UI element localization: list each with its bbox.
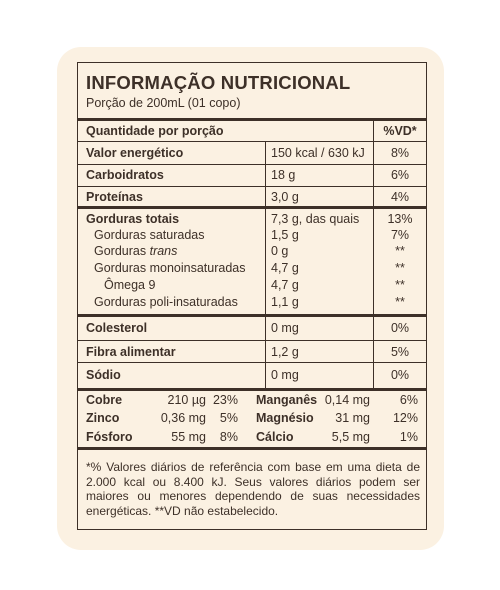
poly-fat-amount: 1,1 g	[271, 295, 299, 309]
trans-fat-italic: trans	[149, 244, 178, 258]
magnesium-amount: 31 mg	[335, 411, 370, 425]
poly-fat-vd: **	[395, 295, 405, 309]
mono-fat-vd: **	[395, 261, 405, 275]
nutrition-facts-table	[77, 62, 427, 530]
protein-vd: 4%	[390, 190, 410, 204]
sodium-label: Sódio	[86, 368, 121, 382]
saturated-fat-amount: 1,5 g	[271, 228, 299, 242]
saturated-fat-label: Gorduras saturadas	[94, 228, 205, 242]
fiber-vd: 5%	[390, 345, 410, 359]
trans-fat-prefix: Gorduras	[94, 244, 150, 258]
energy-label: Valor energético	[86, 146, 184, 160]
total-fat-label: Gorduras totais	[86, 212, 180, 226]
protein-amount: 3,0 g	[271, 190, 299, 204]
mono-fat-amount: 4,7 g	[271, 261, 299, 275]
calcium-label: Cálcio	[256, 430, 294, 444]
fiber-amount: 1,2 g	[271, 345, 299, 359]
header-vd: %VD*	[383, 124, 417, 138]
magnesium-vd: 12%	[392, 411, 418, 425]
carbs-amount: 18 g	[271, 168, 296, 182]
omega9-vd: **	[395, 278, 405, 292]
divider-thick	[78, 447, 426, 450]
omega9-amount: 4,7 g	[271, 278, 299, 292]
poly-fat-label: Gorduras poli-insaturadas	[94, 295, 238, 309]
energy-amount: 150 kcal / 630 kJ	[271, 146, 365, 160]
header-quantity: Quantidade por porção	[86, 124, 224, 138]
total-fat-vd: 13%	[387, 212, 413, 226]
carbs-label: Carboidratos	[86, 168, 164, 182]
carbs-vd: 6%	[390, 168, 410, 182]
divider-thick	[78, 388, 426, 391]
total-fat-amount: 7,3 g, das quais	[271, 212, 360, 226]
omega9-label: Ômega 9	[104, 278, 156, 292]
energy-vd: 8%	[390, 146, 410, 160]
calcium-amount: 5,5 mg	[331, 430, 370, 444]
cholesterol-vd: 0%	[390, 321, 410, 335]
manganese-label: Manganês	[256, 393, 318, 407]
phosphorus-label: Fósforo	[86, 430, 133, 444]
phosphorus-amount: 55 mg	[171, 430, 206, 444]
zinc-amount: 0,36 mg	[160, 411, 206, 425]
column-divider-amount	[265, 142, 266, 388]
footnote: *% Valores diários de referência com base em uma dieta de 2.000 kcal ou 8.400 kJ. Seus valores diários podem ser maiores ou menores dependendo de suas necessidades energéticas. **VD não estabelecido.	[86, 460, 420, 518]
zinc-label: Zinco	[86, 411, 120, 425]
zinc-vd: 5%	[219, 411, 238, 425]
phosphorus-vd: 8%	[219, 430, 238, 444]
trans-fat-label	[94, 244, 177, 259]
fiber-label: Fibra alimentar	[86, 345, 176, 359]
cholesterol-amount: 0 mg	[271, 321, 299, 335]
cholesterol-label: Colesterol	[86, 321, 148, 335]
manganese-amount: 0,14 mg	[324, 393, 370, 407]
saturated-fat-vd: 7%	[390, 228, 410, 242]
protein-label: Proteínas	[86, 190, 143, 204]
sodium-amount: 0 mg	[271, 368, 299, 382]
calcium-vd: 1%	[399, 430, 418, 444]
nutrition-title: INFORMAÇÃO NUTRICIONAL	[86, 72, 351, 93]
copper-vd: 23%	[212, 393, 238, 407]
manganese-vd: 6%	[399, 393, 418, 407]
trans-fat-vd: **	[395, 244, 405, 258]
trans-fat-amount: 0 g	[271, 244, 289, 258]
mono-fat-label: Gorduras monoinsaturadas	[94, 261, 246, 275]
copper-label: Cobre	[86, 393, 123, 407]
magnesium-label: Magnésio	[256, 411, 314, 425]
serving-size: Porção de 200mL (01 copo)	[86, 96, 241, 110]
copper-amount: 210 µg	[167, 393, 206, 407]
sodium-vd: 0%	[390, 368, 410, 382]
